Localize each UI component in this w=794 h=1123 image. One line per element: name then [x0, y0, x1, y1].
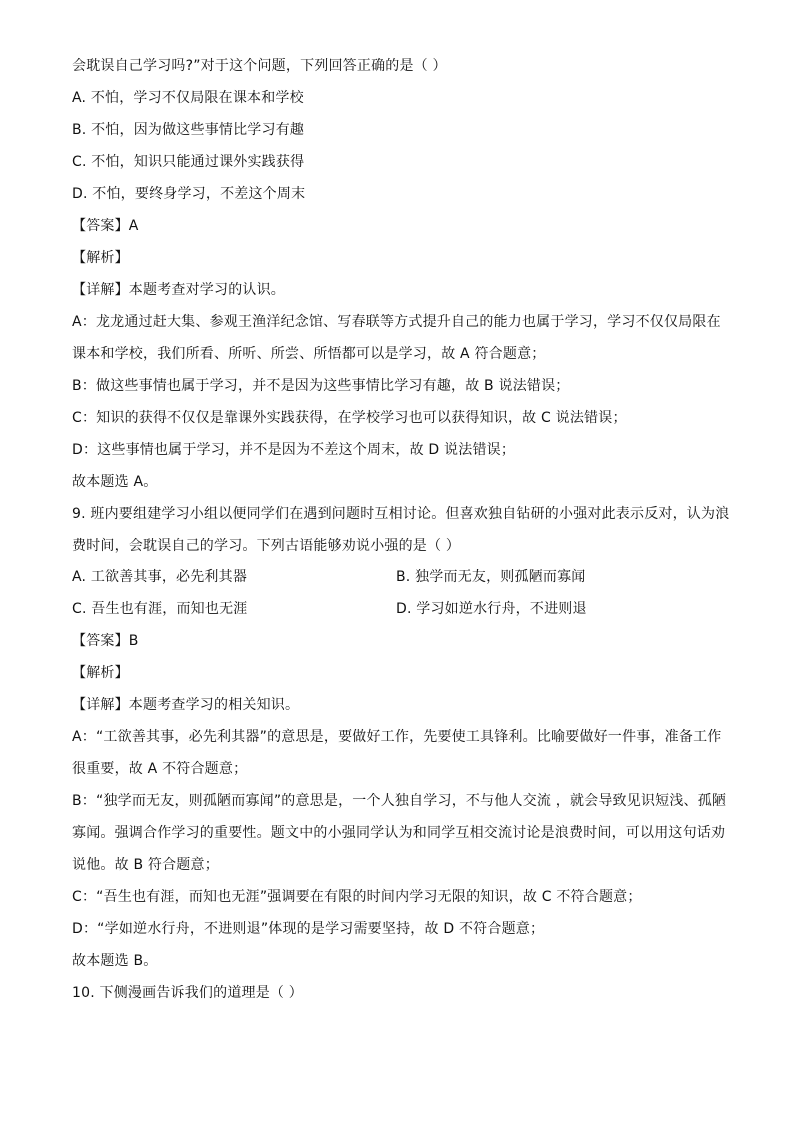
text-line: 【答案】A	[72, 218, 139, 234]
text-line: 费时间，会耽误自己的学习。下列古语能够劝说小强的是（ ）	[72, 538, 461, 554]
text-line: 很重要，故 A 不符合题意；	[72, 761, 248, 777]
text-line: 会耽误自己学习吗?”对于这个问题，下列回答正确的是（ ）	[72, 58, 447, 74]
text-line: 9. 班内要组建学习小组以便同学们在遇到问题时互相讨论。但喜欢独自钻研的小强对此表示反对，认为浪	[72, 506, 730, 522]
text-line: 10. 下侧漫画告诉我们的道理是（ ）	[72, 985, 303, 1001]
text-line: B：做这些事情也属于学习，并不是因为这些事情比学习有趣，故 B 说法错误；	[72, 378, 570, 394]
text-line: 【详解】本题考查对学习的认识。	[72, 282, 285, 298]
text-line: C：知识的获得不仅仅是靠课外实践获得，在学校学习也可以获得知识，故 C 说法错误；	[72, 410, 627, 426]
text-line: 【详解】本题考查学习的相关知识。	[72, 697, 300, 713]
text-line: 【解析】	[72, 665, 129, 681]
text-line: A：龙龙通过赶大集、参观王渔洋纪念馆、写春联等方式提升自己的能力也属于学习，学习不仅仅局限在	[72, 314, 721, 330]
text-line: C：“吾生也有涯，而知也无涯”强调要在有限的时间内学习无限的知识，故 C 不符合题意；	[72, 889, 642, 905]
text-line: 故本题选 A。	[72, 474, 158, 490]
option-item: C. 吾生也有涯，而知也无涯	[72, 601, 248, 617]
text-line: A. 不怕，学习不仅局限在课本和学校	[72, 90, 304, 106]
text-line: 故本题选 B。	[72, 953, 158, 969]
text-line: A：“工欲善其事，必先利其器”的意思是，要做好工作，先要使工具锋利。比喻要做好一件事，准备工作	[72, 729, 722, 745]
option-item: A. 工欲善其事，必先利其器	[72, 569, 248, 585]
text-line: B. 不怕，因为做这些事情比学习有趣	[72, 122, 305, 138]
text-line: C. 不怕，知识只能通过课外实践获得	[72, 154, 305, 170]
text-line: 说他。故 B 符合题意；	[72, 857, 219, 873]
option-item: D. 学习如逆水行舟，不进则退	[396, 601, 587, 617]
text-line: D：“学如逆水行舟，不进则退”体现的是学习需要坚持，故 D 不符合题意；	[72, 921, 545, 937]
option-item: B. 独学而无友，则孤陋而寡闻	[396, 569, 586, 585]
text-line: B：“独学而无友，则孤陋而寡闻”的意思是，一个人独自学习，不与他人交流 ，就会导致见识短浅、孤陋	[72, 793, 727, 809]
text-line: 【答案】B	[72, 633, 139, 649]
text-line: 【解析】	[72, 250, 129, 266]
text-line: D：这些事情也属于学习，并不是因为不差这个周末，故 D 说法错误；	[72, 442, 516, 458]
text-line: D. 不怕，要终身学习，不差这个周末	[72, 186, 306, 202]
text-line: 课本和学校，我们所看、所听、所尝、所悟都可以是学习，故 A 符合题意；	[72, 346, 546, 362]
text-line: 寡闻。强调合作学习的重要性。题文中的小强同学认为和同学互相交流讨论是浪费时间，可以用这句话劝	[72, 825, 726, 841]
